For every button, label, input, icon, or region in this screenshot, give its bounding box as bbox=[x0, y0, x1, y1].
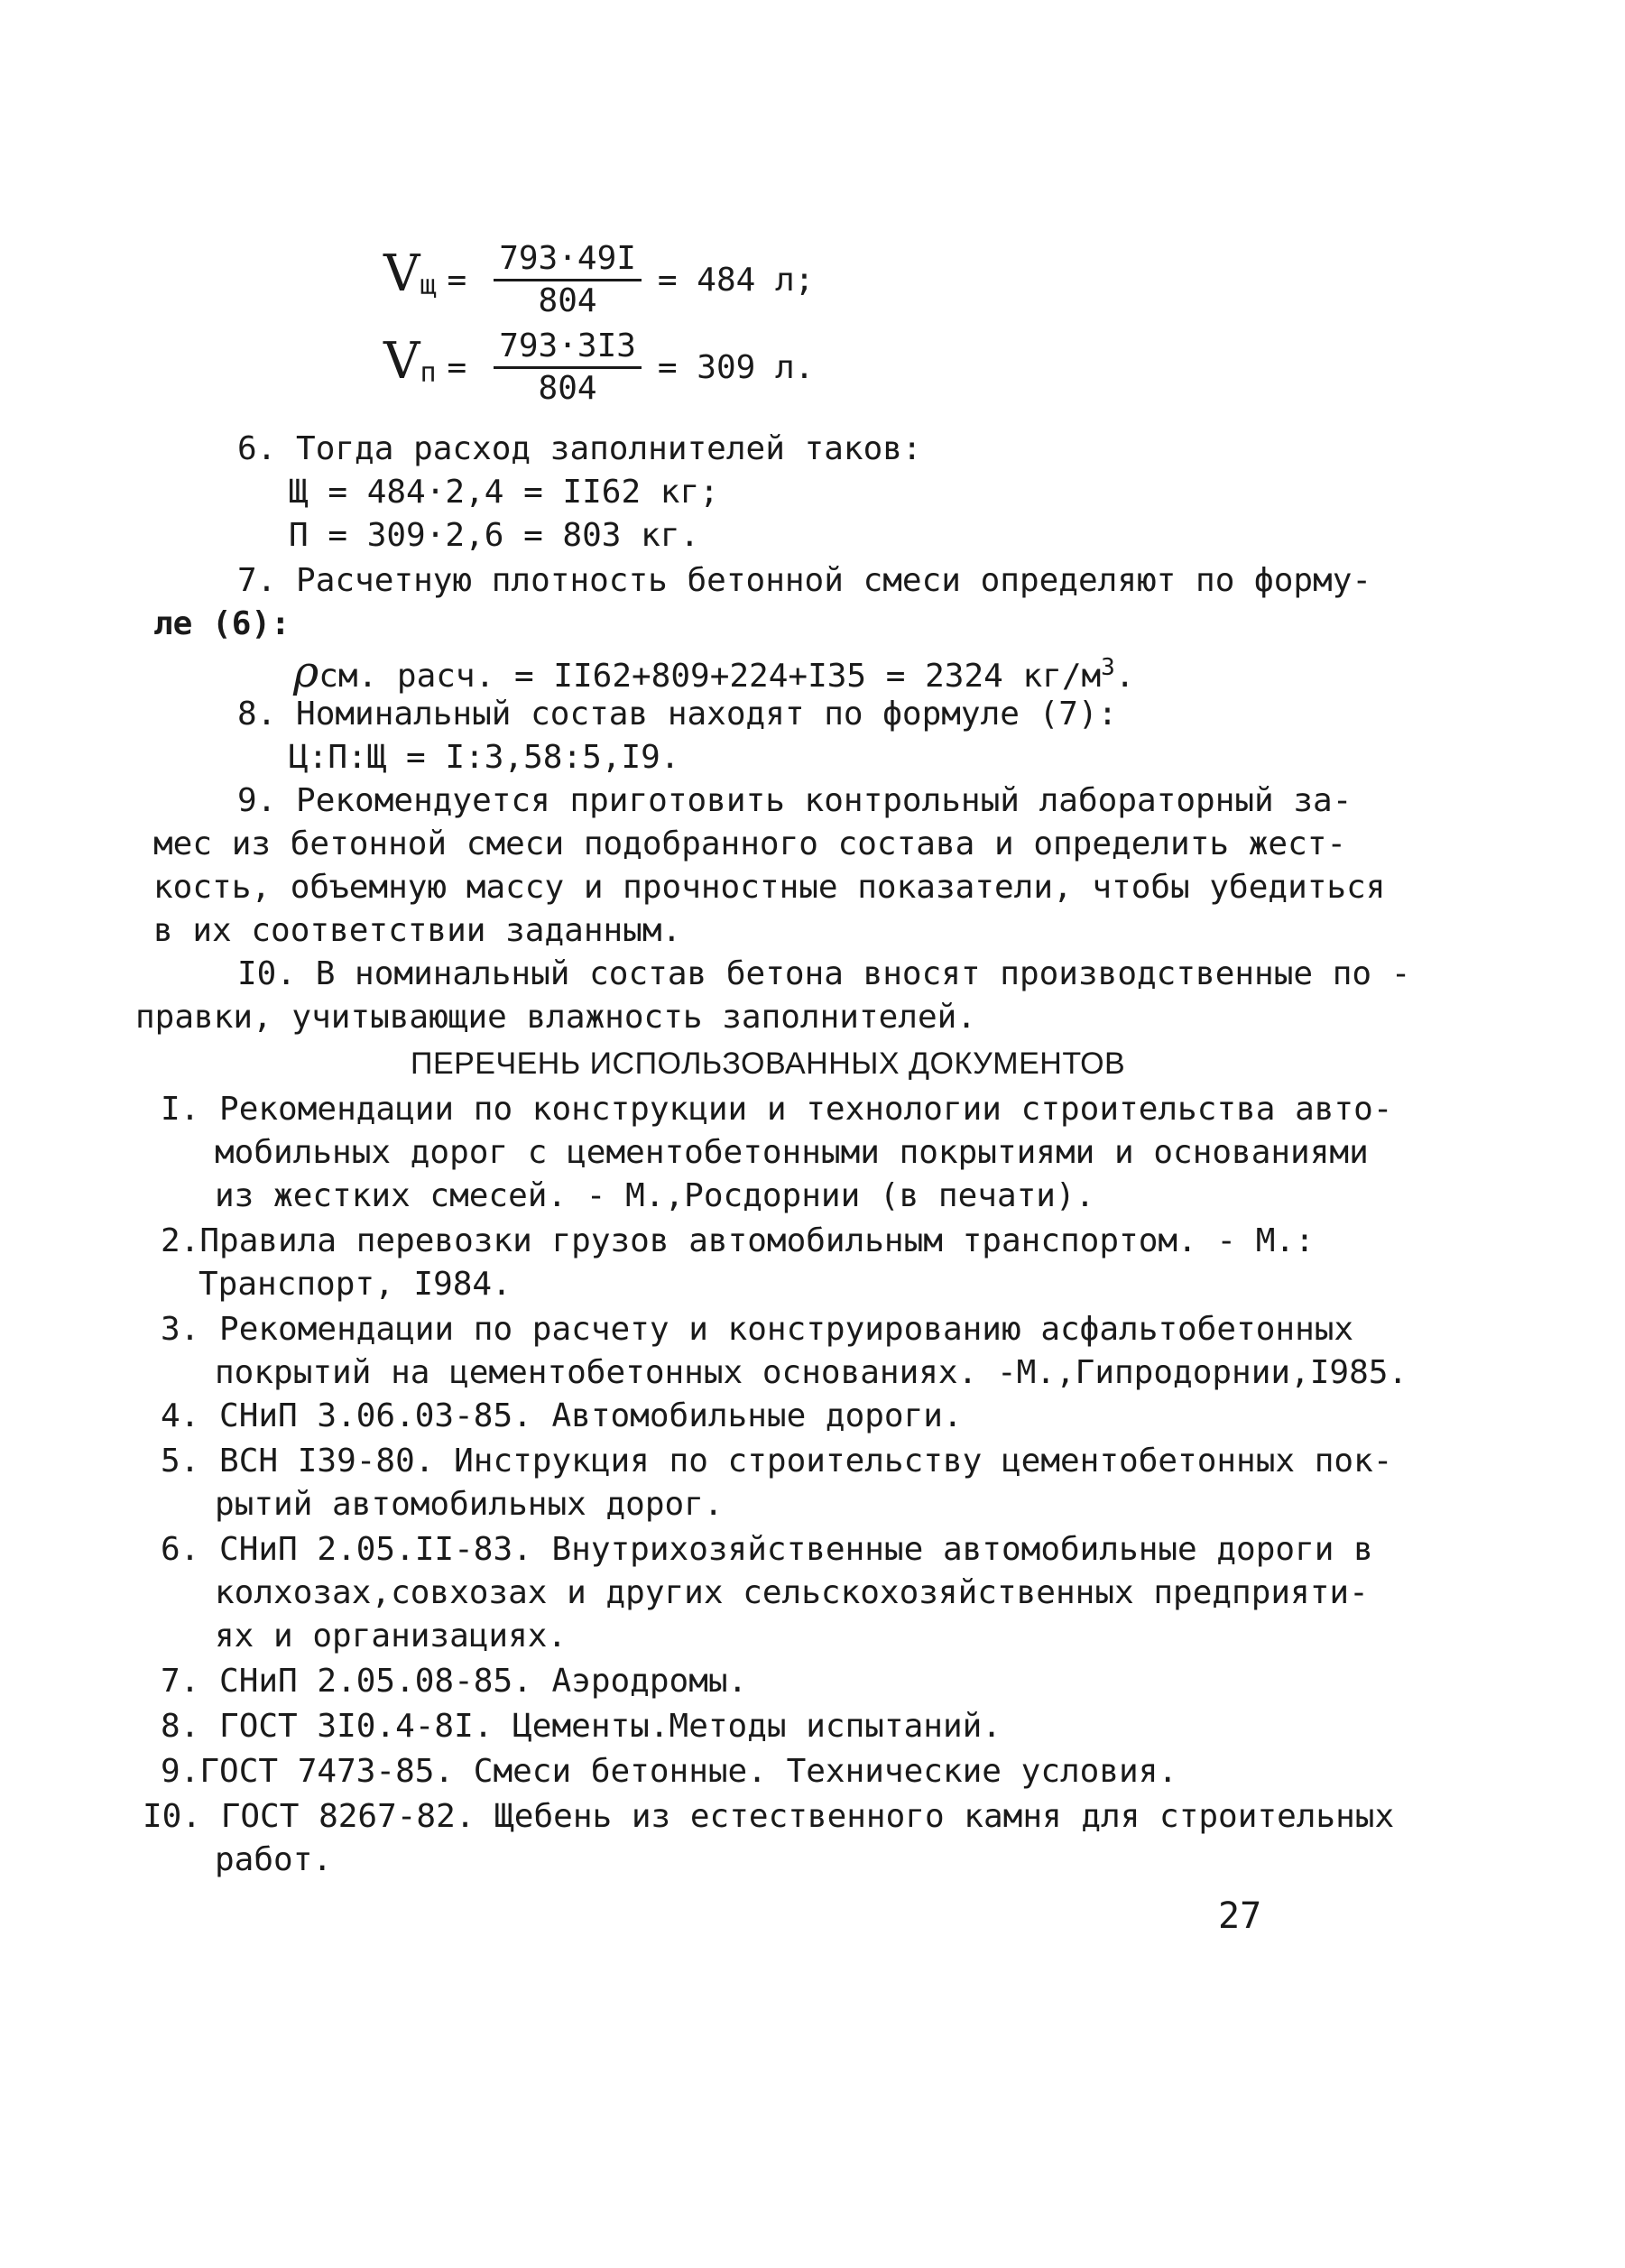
reference-item-continuation: колхозах,совхозах и других сельскохозяйственных предприяти- bbox=[215, 1574, 1369, 1611]
reference-item: 5. ВСН I39-80. Инструкция по строительству цементобетонных пок- bbox=[161, 1443, 1393, 1480]
formula-var: V bbox=[383, 332, 420, 391]
reference-item: I. Рекомендации по конструкции и технологии строительства авто- bbox=[161, 1091, 1393, 1128]
reference-item: I0. ГОСТ 8267-82. Щебень из естественного камня для строительных bbox=[143, 1798, 1395, 1835]
reference-item-continuation: из жестких смесей. - М.,Росдорнии (в печати). bbox=[215, 1177, 1095, 1214]
reference-item-continuation: покрытий на цементобетонных основаниях. -М.,Гипродорнии,I985. bbox=[215, 1354, 1408, 1391]
fraction-denominator: 804 bbox=[538, 282, 597, 319]
page-number: 27 bbox=[1218, 1895, 1262, 1937]
step-7-line-1: 7. Расчетную плотность бетонной смеси определяют по форму- bbox=[237, 562, 1372, 599]
step-10-line-2: правки, учитывающие влажность заполнителей. bbox=[135, 999, 976, 1036]
fraction bbox=[494, 327, 642, 409]
reference-item: 2.Правила перевозки грузов автомобильным транспортом. - М.: bbox=[161, 1222, 1315, 1259]
rho-symbol: ρ bbox=[293, 647, 319, 697]
reference-item-continuation: Транспорт, I984. bbox=[199, 1266, 512, 1303]
step-6-text: 6. Тогда расход заполнителей таков: bbox=[237, 430, 922, 467]
reference-item-continuation: работ. bbox=[215, 1841, 333, 1878]
density-formula-sup: 3 bbox=[1101, 654, 1115, 681]
formula-sub: п bbox=[420, 357, 437, 389]
step-7-line-2: ле (6): bbox=[153, 605, 291, 642]
step-6-line-2: П = 309·2,6 = 803 кг. bbox=[289, 517, 700, 554]
reference-item: 8. ГОСТ 3I0.4-8I. Цементы.Методы испытаний. bbox=[161, 1708, 1002, 1745]
step-8-line-1: 8. Номинальный состав находят по формуле (7): bbox=[237, 696, 1118, 733]
step-9-line-1: 9. Рекомендуется приготовить контрольный лабораторный за- bbox=[237, 782, 1353, 819]
step-9-line-4: в их соответствии заданным. bbox=[153, 912, 682, 949]
step-9-line-3: кость, объемную массу и прочностные показатели, чтобы убедиться bbox=[153, 869, 1386, 906]
references-heading: ПЕРЕЧЕНЬ ИСПОЛЬЗОВАННЫХ ДОКУМЕНТОВ bbox=[411, 1046, 1126, 1081]
fraction-numerator: 793·3I3 bbox=[494, 327, 642, 369]
fraction bbox=[494, 239, 642, 321]
density-formula-text: см. расч. = II62+809+224+I35 = 2324 кг/м bbox=[319, 658, 1102, 695]
reference-item: 3. Рекомендации по расчету и конструированию асфальтобетонных bbox=[161, 1311, 1354, 1348]
formula-result: = 484 л; bbox=[657, 261, 815, 299]
fraction-numerator: 793·49I bbox=[494, 239, 642, 281]
step-8-line-2: Ц:П:Щ = I:3,58:5,I9. bbox=[289, 739, 680, 776]
step-6-line-1: Щ = 484·2,4 = II62 кг; bbox=[289, 474, 719, 511]
step-10-line-1: I0. В номинальный состав бетона вносят производственные по - bbox=[237, 955, 1411, 992]
reference-item: 9.ГОСТ 7473-85. Смеси бетонные. Технические условия. bbox=[161, 1753, 1178, 1790]
reference-item-continuation: ях и организациях. bbox=[215, 1618, 568, 1655]
density-formula bbox=[293, 646, 1135, 698]
step-9-line-2: мес из бетонной смеси подобранного состава и определить жест- bbox=[153, 825, 1347, 862]
reference-item: 6. СНиП 2.05.II-83. Внутрихозяйственные автомобильные дороги в bbox=[161, 1531, 1373, 1568]
reference-item-continuation: мобильных дорог с цементобетонными покрытиями и основаниями bbox=[215, 1134, 1369, 1171]
density-formula-end: . bbox=[1114, 658, 1135, 695]
formula-var: V bbox=[383, 244, 420, 303]
reference-item: 7. СНиП 2.05.08-85. Аэродромы. bbox=[161, 1663, 748, 1700]
fraction-denominator: 804 bbox=[538, 370, 597, 407]
formula-sub: щ bbox=[420, 270, 437, 301]
formula-gravel-volume: $V_щ$ = $\frac{793\cdot 49I}{804}$ = 484 л; bbox=[383, 240, 815, 319]
reference-item-continuation: рытий автомобильных дорог. bbox=[215, 1486, 724, 1523]
reference-item: 4. СНиП 3.06.03-85. Автомобильные дороги. bbox=[161, 1397, 963, 1434]
formula-sand-volume: $V_п$ = $\frac{793\cdot 3I3}{804}$ = 309 л. bbox=[383, 327, 815, 407]
formula-result: = 309 л. bbox=[657, 348, 815, 386]
